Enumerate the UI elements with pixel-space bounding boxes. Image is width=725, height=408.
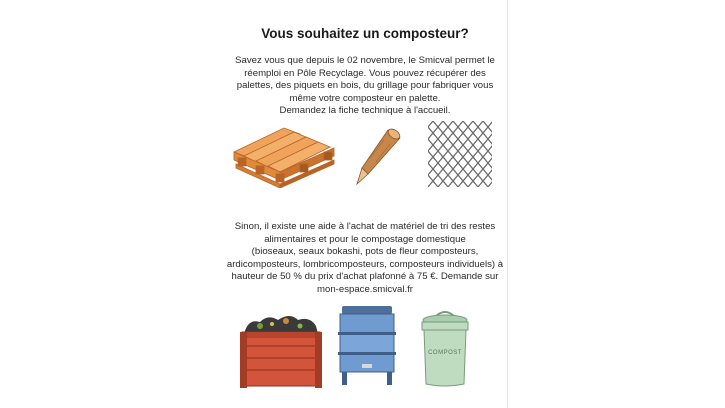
aid-line: ardicomposteurs, lombricomposteurs, composteurs individuels) à	[226, 258, 504, 270]
page-title: Vous souhaitez un composteur?	[261, 26, 469, 41]
intro-line: même votre composteur en palette.	[289, 92, 441, 104]
intro-line: Demandez la fiche technique à l'accueil.	[279, 105, 451, 117]
aid-line: Sinon, il existe une aide à l'achat de matériel de tri des restes	[234, 221, 496, 232]
wire-mesh-illustration	[428, 121, 492, 187]
compost-label-text: COMPOST	[428, 350, 462, 356]
aid-paragraph	[210, 221, 520, 297]
wooden-pallet-illustration	[230, 122, 340, 188]
aid-line: alimentaires et pour le compostage domestique	[264, 233, 466, 245]
aid-line: hauteur de 50 % du prix d'achat plafonné à 75 €. Demande sur	[231, 271, 499, 283]
aid-line: mon-espace.smicval.fr	[317, 283, 413, 295]
intro-paragraph	[215, 55, 515, 118]
wooden-stake-illustration	[354, 128, 404, 186]
intro-line: Savez vous que depuis le 02 novembre, le Smicval permet le	[235, 55, 495, 66]
intro-line: réemploi en Pôle Recyclage. Vous pouvez récupérer des	[244, 67, 486, 79]
kitchen-compost-bin-illustration	[416, 308, 474, 388]
wooden-compost-bin-illustration	[238, 312, 324, 388]
intro-line: palettes, des piquets en bois, du grillage pour fabriquer vous	[236, 80, 494, 92]
aid-line: (bioseaux, seaux bokashi, pots de fleur composteurs,	[251, 246, 479, 258]
worm-composter-illustration	[336, 304, 398, 386]
